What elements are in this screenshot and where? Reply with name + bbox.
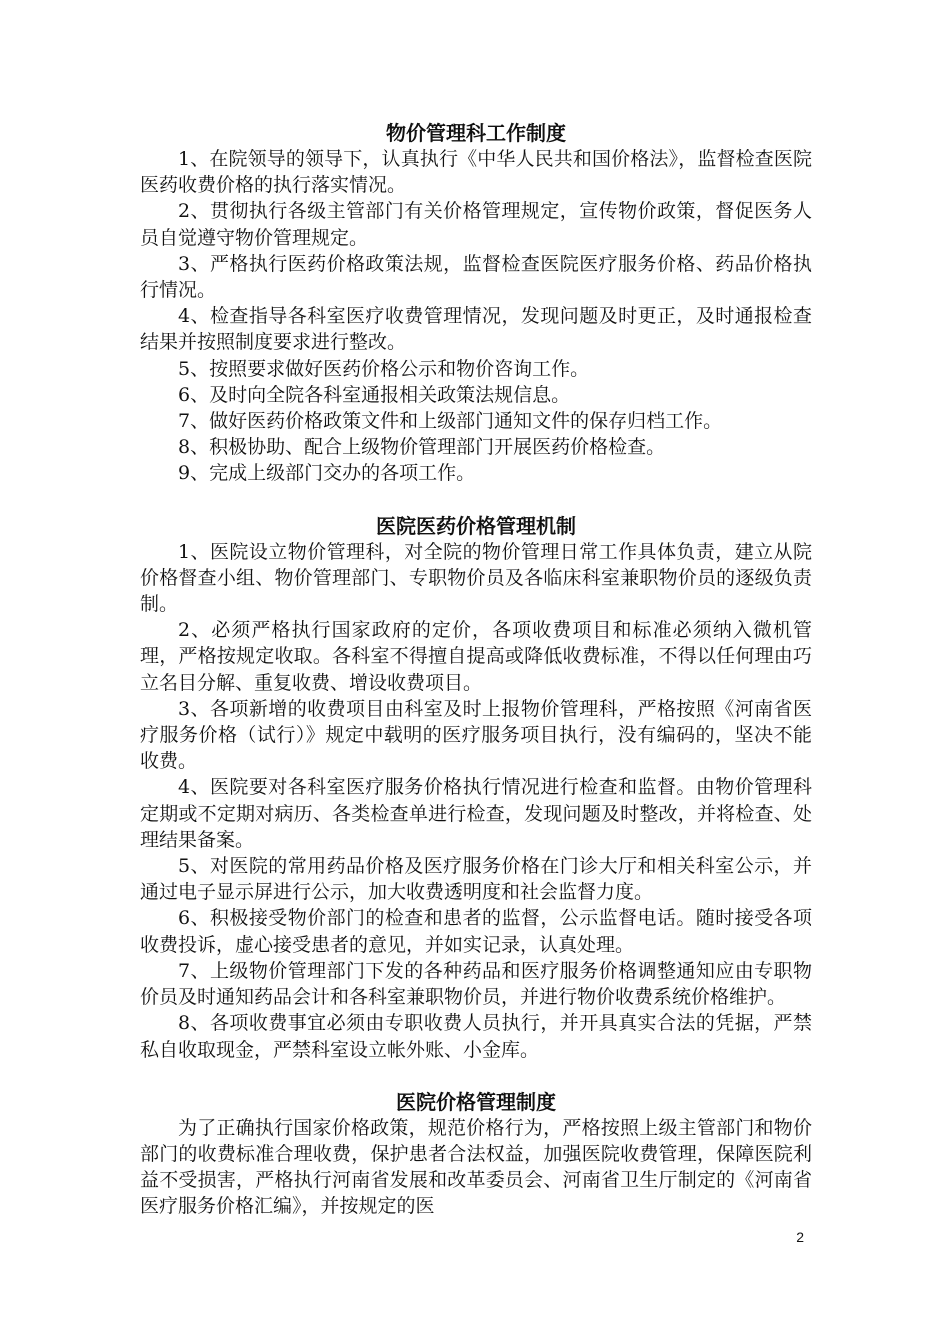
section-spacer xyxy=(140,1063,812,1089)
paragraph: 9、完成上级部门交办的各项工作。 xyxy=(178,462,476,485)
paragraph: 1、医院设立物价管理科，对全院的物价管理日常工作具体负责，建立从院价格督查小组、物价管理部门、专职物价员及各临床科室兼职物价员的逐级负责制。 xyxy=(140,540,812,616)
paragraph: 2、贯彻执行各级主管部门有关价格管理规定，宣传物价政策，督促医务人员自觉遵守物价管理规定。 xyxy=(140,200,812,249)
section-title: 医院价格管理制度 xyxy=(396,1089,556,1114)
paragraph: 3、严格执行医药价格政策法规，监督检查医院医疗服务价格、药品价格执行情况。 xyxy=(140,252,812,302)
paragraph: 为了正确执行国家价格政策，规范价格行为，严格按照上级主管部门和物价部门的收费标准合理收费，保护患者合法权益，加强医院收费管理，保障医院利益不受损害，严格执行河南省发展和改革委员会、河南省卫生厅制定的《河南省医疗服务价格汇编》，并按规定的医 xyxy=(140,1116,812,1218)
paragraph: 4、医院要对各科室医疗服务价格执行情况进行检查和监督。由物价管理科定期或不定期对病历、各类检查单进行检查，发现问题及时整改，并将检查、处理结果备案。 xyxy=(140,776,812,851)
page-number: 2 xyxy=(796,1229,804,1245)
paragraph: 5、按照要求做好医药价格公示和物价咨询工作。 xyxy=(178,357,590,380)
paragraph: 8、各项收费事宜必须由专职收费人员执行，并开具真实合法的凭据，严禁私自收取现金，严禁科室设立帐外账、小金库。 xyxy=(140,1012,812,1061)
paragraph: 1、在院领导的领导下，认真执行《中华人民共和国价格法》，监督检查医院医药收费价格的执行落实情况。 xyxy=(140,148,812,197)
paragraph: 8、积极协助、配合上级物价管理部门开展医药价格检查。 xyxy=(178,436,666,459)
document-body xyxy=(140,120,812,1220)
paragraph: 6、及时向全院各科室通报相关政策法规信息。 xyxy=(178,383,571,406)
paragraph: 4、检查指导各科室医疗收费管理情况，发现问题及时更正，及时通报检查结果并按照制度要求进行整改。 xyxy=(140,305,812,354)
paragraph: 7、上级物价管理部门下发的各种药品和医疗服务价格调整通知应由专职物价员及时通知药品会计和各科室兼职物价员，并进行物价收费系统价格维护。 xyxy=(140,959,812,1009)
section-title: 医院医药价格管理机制 xyxy=(376,513,576,538)
section-title: 物价管理科工作制度 xyxy=(386,121,566,145)
paragraph: 2、必须严格执行国家政府的定价，各项收费项目和标准必须纳入微机管理，严格按规定收取。各科室不得擅自提高或降低收费标准，不得以任何理由巧立名目分解、重复收费、增设收费项目。 xyxy=(140,619,812,694)
paragraph: 6、积极接受物价部门的检查和患者的监督，公示监督电话。随时接受各项收费投诉，虚心接受患者的意见，并如实记录，认真处理。 xyxy=(140,907,812,956)
paragraph: 7、做好医药价格政策文件和上级部门通知文件的保存归档工作。 xyxy=(178,410,723,433)
paragraph: 5、对医院的常用药品价格及医疗服务价格在门诊大厅和相关科室公示，并通过电子显示屏进行公示，加大收费透明度和社会监督力度。 xyxy=(140,855,812,904)
section-spacer xyxy=(140,487,812,513)
paragraph: 3、各项新增的收费项目由科室及时上报物价管理科，严格按照《河南省医疗服务价格（试行）》规定中载明的医疗服务项目执行，没有编码的，坚决不能收费。 xyxy=(140,697,812,773)
